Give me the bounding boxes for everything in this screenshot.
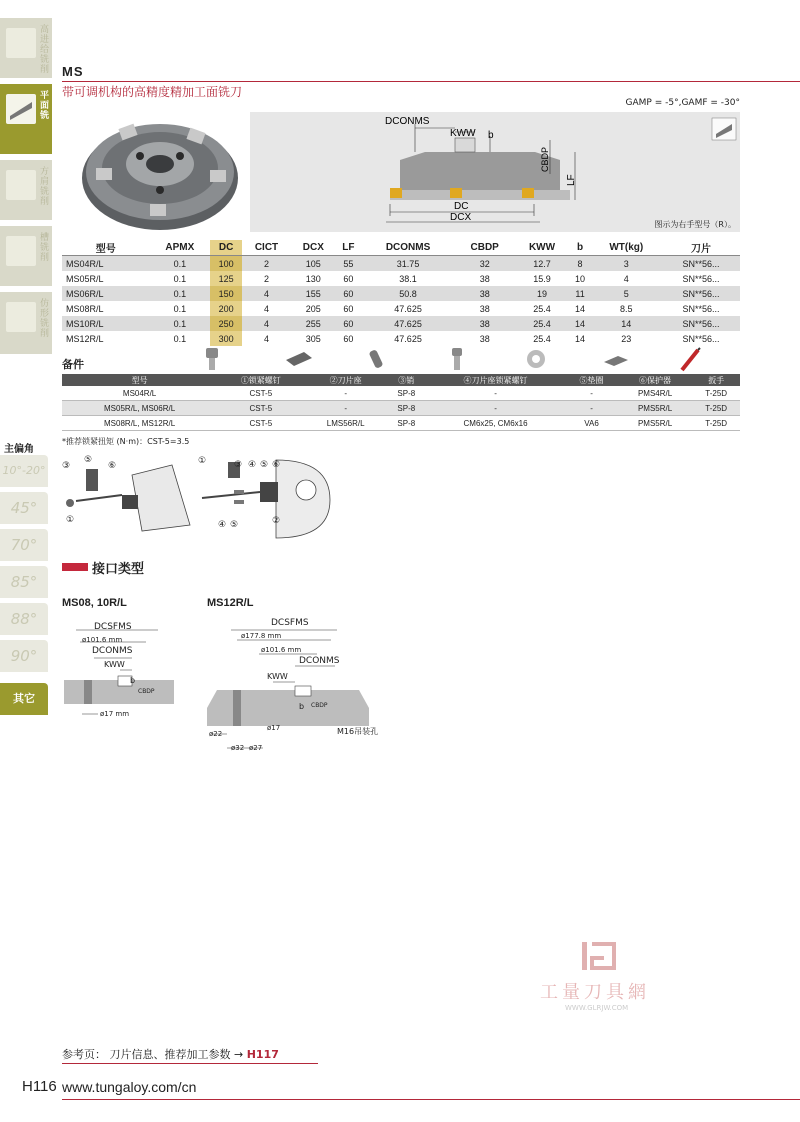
cell: PMS5R/L xyxy=(618,416,693,431)
watermark-logo-icon xyxy=(580,940,620,972)
cell: 3 xyxy=(591,256,662,272)
section-marker xyxy=(62,563,88,571)
cell: 11 xyxy=(570,286,591,301)
col-washer: ⑤垫圈 xyxy=(565,374,617,386)
cell: MS04R/L xyxy=(62,386,217,401)
callout: ① xyxy=(198,456,207,466)
profiling-thumb-icon xyxy=(6,302,36,332)
shoulder-thumb-icon xyxy=(6,170,36,200)
cell: 14 xyxy=(575,333,586,344)
cell: 32 xyxy=(455,256,515,272)
cell: SP-8 xyxy=(387,401,426,416)
cell: CM6x25, CM6x16 xyxy=(426,416,566,431)
interface-right-drawing xyxy=(207,616,397,758)
cell: SN**56... xyxy=(682,273,720,284)
cell: 47.625 xyxy=(394,333,422,344)
callout: ③ xyxy=(62,461,71,471)
cell: 60 xyxy=(343,273,354,284)
angle-tab-85[interactable]: 85° xyxy=(0,566,48,598)
cell: 19 xyxy=(515,286,570,301)
cell: T-25D xyxy=(692,386,740,401)
seat-screw-icon xyxy=(452,348,462,370)
reference-line xyxy=(62,1046,279,1062)
cell: PMS4R/L xyxy=(618,386,693,401)
sidebar-tab-shoulder[interactable] xyxy=(0,160,52,220)
col-dc: DC xyxy=(210,240,242,256)
website-url[interactable]: www.tungaloy.com/cn xyxy=(62,1079,197,1095)
diagram-dconms-label: DCONMS xyxy=(385,116,430,127)
cell: 200 xyxy=(210,301,242,316)
slot-thumb-icon xyxy=(6,236,36,266)
cell: 15.9 xyxy=(533,273,551,284)
reference-rule xyxy=(62,1063,318,1064)
sidebar-tab-face-milling[interactable] xyxy=(0,84,52,154)
table-row xyxy=(62,286,740,301)
cell: 8.5 xyxy=(620,303,633,314)
assembly-right xyxy=(196,450,332,540)
cell: 60 xyxy=(343,303,354,314)
interface-left-drawing xyxy=(62,618,177,723)
parts-icons xyxy=(200,346,740,372)
cell: MS10R/L xyxy=(62,316,149,331)
interface-left-title: MS08, 10R/L xyxy=(62,597,127,609)
page-subtitle: 带可调机构的高精度精加工面铣刀 xyxy=(62,85,243,99)
callout: ④ xyxy=(248,460,257,470)
cell: 0.1 xyxy=(149,286,210,301)
cell: MS08R/L, MS12R/L xyxy=(62,416,217,431)
sidebar-tab-label: 仿形铣削 xyxy=(38,298,48,338)
cell: 38 xyxy=(479,273,490,284)
cell: T-25D xyxy=(692,401,740,416)
col-kww: KWW xyxy=(515,240,570,256)
cell: - xyxy=(304,386,386,401)
table-row xyxy=(62,256,740,272)
cell: - xyxy=(565,386,617,401)
callout: ⑤ xyxy=(230,520,239,530)
cell: 130 xyxy=(305,273,321,284)
kww-label: KWW xyxy=(267,672,288,681)
diagram-b-label: b xyxy=(488,130,494,141)
sidebar-tab-high-feed[interactable] xyxy=(0,18,52,78)
angle-tab-45[interactable]: 45° xyxy=(0,492,48,524)
diameter-label: ø101.6 mm xyxy=(261,646,302,654)
reference-prefix: 参考页： 刀片信息、推荐加工参数 → xyxy=(62,1048,244,1061)
cell: 255 xyxy=(291,316,335,331)
cell: MS12R/L xyxy=(66,333,104,344)
sidebar-tab-label: 高进给铣削 xyxy=(38,24,48,74)
cbdp-label: CBDP xyxy=(311,702,328,709)
cell: SN**56... xyxy=(662,256,740,272)
watermark-text: 工量刀具網 xyxy=(540,982,650,1003)
cell: 25.4 xyxy=(533,303,551,314)
cell: 10 xyxy=(575,273,586,284)
angle-tab-70[interactable]: 70° xyxy=(0,529,48,561)
cell: MS06R/L xyxy=(62,286,149,301)
dcsfms-label: DCSFMS xyxy=(94,622,132,632)
table-row xyxy=(62,316,740,331)
table-row xyxy=(62,331,740,346)
face-milling-thumb-icon xyxy=(6,94,36,124)
kww-label: KWW xyxy=(104,660,125,669)
cell: SP-8 xyxy=(387,416,426,431)
cell: VA6 xyxy=(565,416,617,431)
cell: T-25D xyxy=(692,416,740,431)
angle-tab-10-20[interactable]: 10°-20° xyxy=(0,455,48,487)
cell: 38 xyxy=(479,333,490,344)
angle-heading: 主偏角 xyxy=(4,444,34,455)
pin-icon xyxy=(369,349,384,369)
table-row xyxy=(62,271,740,286)
col-clamp-screw: ①锁紧螺钉 xyxy=(217,374,304,386)
diagram-dcx-label: DCX xyxy=(450,212,472,223)
cell: 47.625 xyxy=(394,303,422,314)
watermark-url: WWW.GLRJW.COM xyxy=(565,1004,629,1012)
diagram-kww-label: KWW xyxy=(450,128,476,139)
interface-heading: 接口类型 xyxy=(92,562,145,577)
cell: 125 xyxy=(210,271,242,286)
cell: MS05R/L xyxy=(66,273,104,284)
dcsfms-label: DCSFMS xyxy=(271,618,309,628)
col-cbdp: CBDP xyxy=(455,240,515,256)
cell: 150 xyxy=(210,286,242,301)
dimension-diagram xyxy=(250,112,740,232)
cell: MS05R/L, MS06R/L xyxy=(62,401,217,416)
col-cict: CICT xyxy=(242,240,291,256)
table-row xyxy=(62,416,740,431)
cell: 4 xyxy=(242,286,291,301)
col-pin: ③销 xyxy=(387,374,426,386)
cell: 0.1 xyxy=(149,316,210,331)
parts-heading: 备件 xyxy=(62,358,84,371)
cell: 250 xyxy=(210,316,242,331)
cell: CST-5 xyxy=(217,386,304,401)
cell: 25.4 xyxy=(533,333,551,344)
cbdp-label: CBDP xyxy=(138,688,155,695)
cell: CST-5 xyxy=(217,401,304,416)
diagram-lf-label: LF xyxy=(566,174,577,186)
diameter-label: ø17 xyxy=(267,724,281,732)
sidebar-tab-label: 槽铣削 xyxy=(38,232,48,262)
cell: 0.1 xyxy=(149,256,210,272)
cell: SN**56... xyxy=(662,316,740,331)
b-label: b xyxy=(130,676,136,685)
col-lf: LF xyxy=(336,240,362,256)
callout: ⑤ xyxy=(260,460,269,470)
col-model: 型号 xyxy=(62,240,149,256)
assembly-left xyxy=(62,455,192,535)
diagram-dc-label: DC xyxy=(454,201,469,212)
cell: 31.75 xyxy=(361,256,455,272)
diameter-label: ø177.8 mm xyxy=(241,632,282,640)
sidebar-tab-profiling[interactable] xyxy=(0,292,52,354)
diagram-note: 图示为右手型号（R）。 xyxy=(654,220,736,229)
interface-right-title: MS12R/L xyxy=(207,597,254,609)
cell: 14 xyxy=(570,316,591,331)
cell: 38 xyxy=(455,286,515,301)
cell: 4 xyxy=(264,303,270,314)
angle-tab-other[interactable]: 其它 xyxy=(0,683,48,715)
col-weight: WT(kg) xyxy=(591,240,662,256)
cell: 38 xyxy=(479,303,490,314)
sidebar-tab-label: 平面铣 xyxy=(38,90,48,120)
cell: 12.7 xyxy=(515,256,570,272)
table-row xyxy=(62,401,740,416)
lifting-hole-label: M16吊装孔 xyxy=(337,727,379,736)
col-insert: 刀片 xyxy=(662,240,740,256)
cell: 0.1 xyxy=(173,333,187,344)
cell: 14 xyxy=(575,303,586,314)
diameter-label: ø17 mm xyxy=(100,710,130,718)
spec-table-header xyxy=(62,240,740,256)
diameter-label: ø101.6 mm xyxy=(82,636,123,644)
cell: MS08R/L xyxy=(66,303,104,314)
cell: 4 xyxy=(623,273,629,284)
cell: 300 xyxy=(210,331,242,346)
callout: ④ xyxy=(218,520,227,530)
cell: 60 xyxy=(336,316,362,331)
col-apmx: APMX xyxy=(149,240,210,256)
cell: 50.8 xyxy=(361,286,455,301)
cell: - xyxy=(565,401,617,416)
parts-table xyxy=(62,374,740,431)
sidebar-tab-label: 方肩铣削 xyxy=(38,166,48,206)
diameter-label: ø27 xyxy=(249,744,263,752)
cell: 2 xyxy=(264,273,270,284)
insert-seat-icon xyxy=(286,352,312,366)
page-number: H116 xyxy=(22,1078,57,1095)
cell: LMS56R/L xyxy=(304,416,386,431)
cell: 2 xyxy=(242,256,291,272)
table-row xyxy=(62,386,740,401)
col-model: 型号 xyxy=(62,374,217,386)
cell: 55 xyxy=(336,256,362,272)
cell: 38 xyxy=(455,316,515,331)
protector-icon xyxy=(604,356,628,366)
col-seat-screw: ④刀片座锁紧螺钉 xyxy=(426,374,566,386)
cell: 14 xyxy=(591,316,662,331)
cell: 47.625 xyxy=(361,316,455,331)
cell: 5 xyxy=(591,286,662,301)
cell: MS04R/L xyxy=(62,256,149,272)
cell: 105 xyxy=(291,256,335,272)
cell: 8 xyxy=(570,256,591,272)
screw-icon xyxy=(206,348,218,370)
cutter-photo xyxy=(70,108,250,236)
cell: 205 xyxy=(305,303,321,314)
cell: 23 xyxy=(621,333,632,344)
col-wrench: 扳手 xyxy=(692,374,740,386)
table-row xyxy=(62,301,740,316)
wrench-icon xyxy=(682,348,700,370)
cell: 0.1 xyxy=(173,303,187,314)
callout: ⑥ xyxy=(108,461,117,471)
cell: - xyxy=(426,401,566,416)
title-rule xyxy=(62,81,800,82)
col-insert-seat: ②刀片座 xyxy=(304,374,386,386)
cell: 60 xyxy=(343,333,354,344)
cell: 305 xyxy=(305,333,321,344)
cell: SN**56... xyxy=(662,286,740,301)
cell: CST-5 xyxy=(217,416,304,431)
cell: SP-8 xyxy=(387,386,426,401)
torque-note: *推荐锁紧扭矩 (N·m)：CST-5=3.5 xyxy=(62,437,190,446)
angle-tab-90[interactable]: 90° xyxy=(0,640,48,672)
col-dcx: DCX xyxy=(291,240,335,256)
callout: ⑥ xyxy=(272,460,281,470)
cell: 4 xyxy=(242,316,291,331)
spec-table xyxy=(62,240,740,346)
cell: 0.1 xyxy=(173,273,187,284)
angle-tab-88[interactable]: 88° xyxy=(0,603,48,635)
b-label: b xyxy=(299,702,305,711)
cell: - xyxy=(426,386,566,401)
dconms-label: DCONMS xyxy=(299,656,340,666)
diagram-cbdp-label: CBDP xyxy=(540,146,550,172)
gamp-gamf: GAMP = -5°,GAMF = -30° xyxy=(625,98,740,108)
page-title: MS xyxy=(62,64,84,79)
col-protector: ⑥保护器 xyxy=(618,374,693,386)
footer-rule xyxy=(62,1099,800,1100)
cell: 60 xyxy=(336,286,362,301)
callout: ② xyxy=(272,516,281,526)
cell: PMS5R/L xyxy=(618,401,693,416)
sidebar-tab-slot[interactable] xyxy=(0,226,52,286)
col-b: b xyxy=(570,240,591,256)
cell: 155 xyxy=(291,286,335,301)
high-feed-thumb-icon xyxy=(6,28,36,58)
callout: ① xyxy=(66,515,75,525)
cell: 4 xyxy=(264,333,270,344)
cell: 38.1 xyxy=(399,273,417,284)
cell: SN**56... xyxy=(682,303,720,314)
col-dconms: DCONMS xyxy=(361,240,455,256)
callout: ③ xyxy=(234,460,243,470)
washer-icon xyxy=(527,350,545,368)
diameter-label: ø22 xyxy=(209,730,223,738)
parts-table-header xyxy=(62,374,740,386)
cell: SN**56... xyxy=(682,333,720,344)
reference-page-link[interactable]: H117 xyxy=(246,1048,279,1061)
cell: 100 xyxy=(210,256,242,272)
cell: 25.4 xyxy=(515,316,570,331)
diameter-label: ø32 xyxy=(231,744,245,752)
cell: - xyxy=(304,401,386,416)
callout: ⑤ xyxy=(84,455,93,465)
dconms-label: DCONMS xyxy=(92,646,133,656)
